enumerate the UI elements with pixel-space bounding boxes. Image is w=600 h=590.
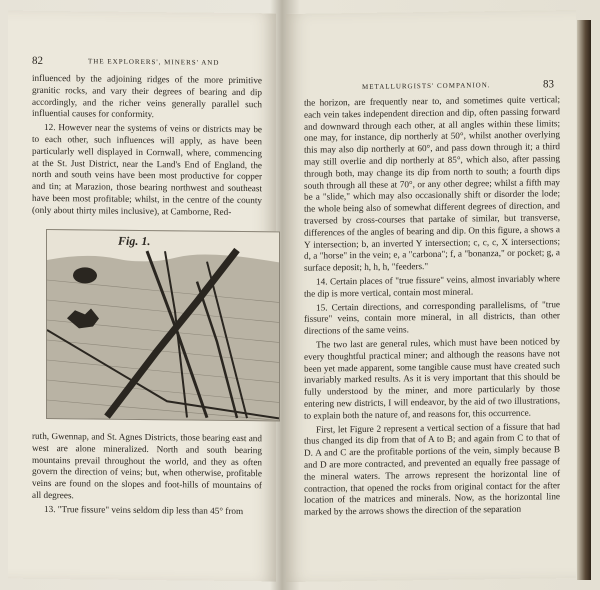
vein-section-figure <box>46 229 280 421</box>
paragraph: 13. "True fissure" veins seldom dip less than 45° from <box>44 503 244 516</box>
paragraph: 14. Certain places of "true fissure" veins, almost invariably where the dip is more vertical, contain most mineral. <box>304 273 560 299</box>
left-page <box>8 11 276 582</box>
right-page <box>286 10 576 582</box>
page-number: 83 <box>543 78 554 91</box>
paragraph: First, let Figure 2 represent a vertical section of a fissure that had thus changed its dip from that of A to B; and again from C to that of D. A and C are the profitable portions of the vein, simply because B and D are more contracted, and prevented an equally free passage of the mineral waters. The arrows represent the horizontal line of contraction, that opened the rocks from original contact for the after location of the matrices and minerals. Now, as the horizontal line marked by the arrows shows the direction of the separation <box>304 420 560 517</box>
page-number: 82 <box>32 54 43 67</box>
left-bottom-text <box>32 431 262 520</box>
figure-caption: Fig. 1. <box>118 233 151 249</box>
paragraph: 15. Certain directions, and corresponding parallelisms, of "true fissure" veins, contain more mineral, in all districts, than other directions of the same veins. <box>304 298 560 336</box>
book-cover-edge <box>577 20 591 580</box>
running-head: METALLURGISTS' COMPANION. <box>362 81 491 91</box>
paragraph: 12. However near the systems of veins or districts may be to each other, such influences will apply, as have been particularly well displayed in Cornwall, where, commencing at the St. Just District, near the Land's End of England, the north and south veins have been most productive for copper and tin; at Marazion, those bearing northwest and southeast have been most profitable; whilst, in the centre of the county (only about thirty miles inclusive), at Camborne, Red- <box>32 122 262 217</box>
right-body-text <box>304 94 560 520</box>
paragraph: influenced by the adjoining ridges of the more primitive granitic rocks, and vary their degrees of bearing and dip accordingly, and the richer veins generally parallel such influential causes for conformity. <box>32 72 262 120</box>
paragraph: The two last are general rules, which must have been noticed by every thoughtful practical miner; and although the reasons have not been yet made apparent, some tangible cause must have created such invariably marked results. As it is very important that this should be fully understood by the miner, and more particularly by those entering new districts, I will endeavor, by the aid of two illustrations, to explain both the nature of, and reasons for, this occurrence. <box>304 336 560 421</box>
paragraph: the horizon, are frequently near to, and sometimes quite vertical; each vein takes independent direction and dip, often passing forward and downward through each other, at all angles within these limits; one may, for instance, dip northerly at 50°, whilst another overlying this may also dip northerly at 60°, and pass down through it; a third may still overlie and dip northerly at 85°, which also, after passing through both, may change its dip from north to south; a fourth dips south through all these at 70°, or any other degree; whilst a fifth may be a "slide," which may also occasionally shift or disorder the lode; the whole being also of somewhat different degrees of direction, and traversed by cross-courses that partake of similar, but transverse, differences of the angles of bearing and dip. On this figure, a shows a Y intersection; b, an inverted Y intersection; c, c, c, X intersections; d, a "horse" in the vein; e, a "carbona"; f, a "bonanza," or pocket; g, a surface deposit; h, h, h, "feeders." <box>304 94 560 273</box>
paragraph: ruth, Gwennap, and St. Agnes Districts, those bearing east and west are alone mineralized. North and south bearing mountains prevail throughout the world, and they as often govern the direction of veins; but, when otherwise, profitable veins are found on the slopes and foot-hills of mountains of all degrees. <box>32 430 262 501</box>
left-top-text <box>32 73 262 221</box>
running-head: THE EXPLORERS', MINERS' AND <box>88 57 220 67</box>
figure-illustration <box>47 230 279 420</box>
